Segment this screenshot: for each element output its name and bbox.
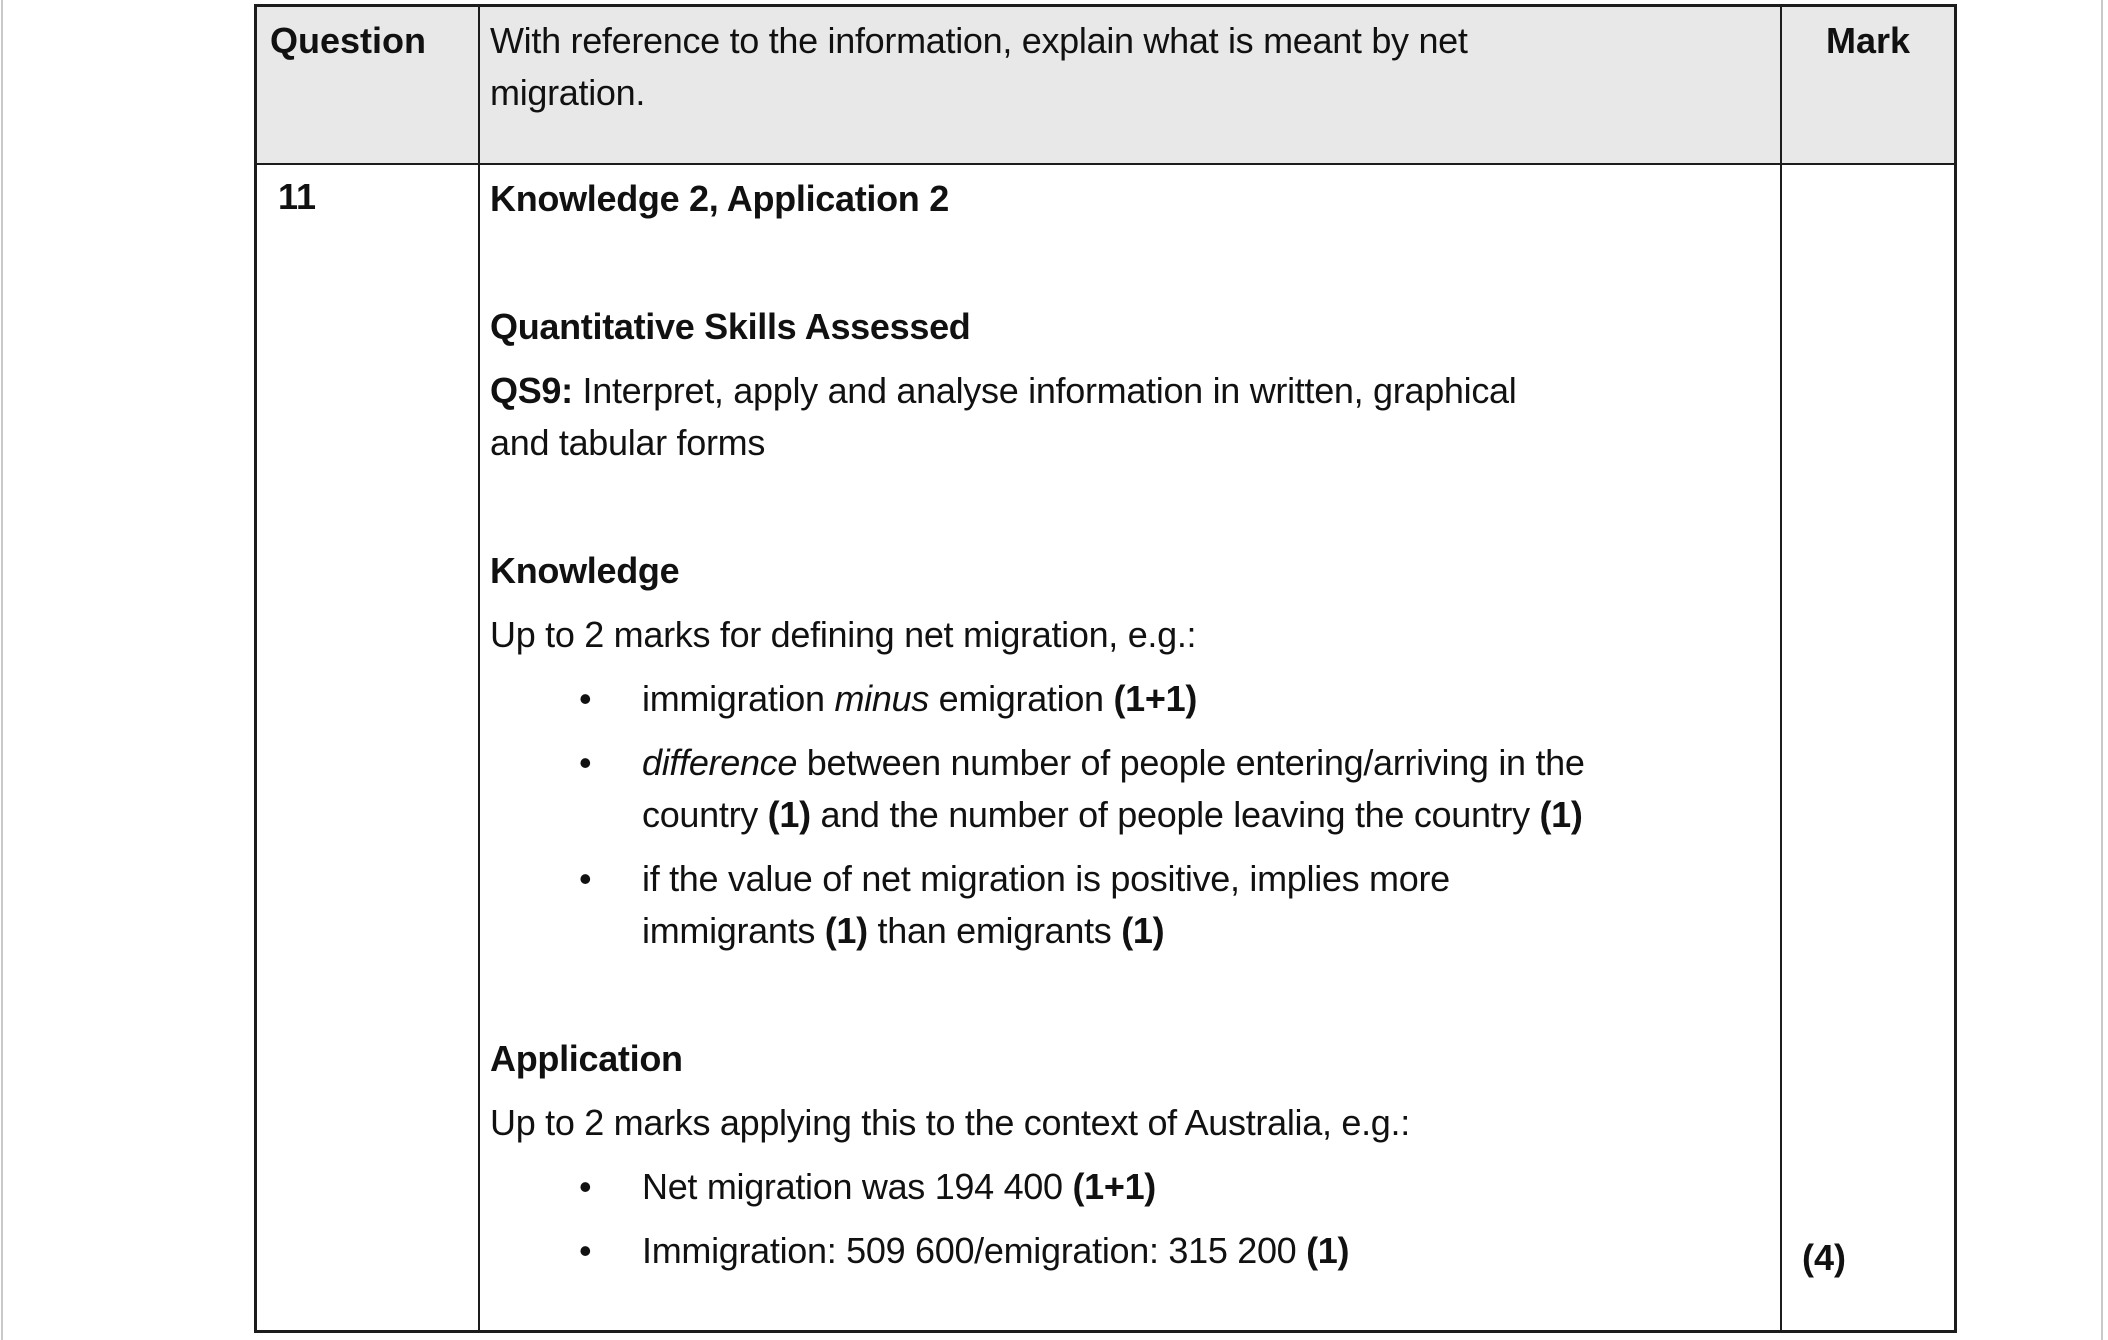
text-line: [490, 1225, 1740, 1277]
text-segment: Up to 2 marks applying this to the context of Australia, e.g.:: [490, 1102, 1410, 1143]
text-line: [490, 673, 1740, 725]
text-line: [490, 737, 1740, 789]
text-line: [490, 1033, 1740, 1085]
text-segment: Application: [490, 1038, 683, 1079]
bullet-icon: •: [579, 678, 592, 719]
question-header-cell: [257, 7, 480, 165]
mark-value-cell: [1782, 165, 1954, 1330]
text-segment: Quantitative Skills Assessed: [490, 306, 971, 347]
text-line: [490, 301, 1740, 353]
blank-line: [490, 969, 1740, 1021]
bullet-icon: •: [579, 858, 592, 899]
text-line: [490, 545, 1740, 597]
mark-header-label: Mark: [1825, 20, 1911, 61]
text-segment: between number of people entering/arriving in the: [797, 742, 1585, 783]
quantitative-skills-heading: [490, 301, 1740, 353]
prompt-header-cell: [480, 7, 1782, 165]
answer-content-cell: [480, 165, 1782, 1330]
text-segment: (1): [824, 910, 868, 951]
text-segment: Knowledge 2, Application 2: [490, 178, 949, 219]
text-segment: and tabular forms: [490, 422, 766, 463]
text-segment: (1): [1121, 910, 1165, 951]
text-segment: country: [642, 794, 768, 835]
bullet-icon: •: [579, 1230, 592, 1271]
qs9-paragraph: [490, 365, 1740, 469]
question-number-cell: [257, 165, 480, 1330]
text-line: [490, 173, 1740, 225]
text-segment: minus: [834, 678, 929, 719]
knowledge-bullet-1: [490, 673, 1740, 725]
blank-line: [490, 481, 1740, 533]
text-segment: (1): [1306, 1230, 1350, 1271]
text-segment: Knowledge: [490, 550, 680, 591]
knowledge-bullet-3: [490, 853, 1740, 957]
text-segment: migration.: [490, 72, 646, 113]
question-number: 11: [278, 176, 317, 217]
text-segment: immigrants: [642, 910, 825, 951]
application-bullet-2: [490, 1225, 1740, 1277]
text-line: [490, 417, 1740, 469]
text-segment: difference: [642, 742, 798, 783]
application-heading: [490, 1033, 1740, 1085]
text-segment: QS9:: [490, 370, 573, 411]
text-segment: (1): [767, 794, 811, 835]
knowledge-intro: [490, 609, 1740, 661]
knowledge-application-heading: [490, 173, 1740, 225]
text-line: [490, 1097, 1740, 1149]
application-bullet-1: [490, 1161, 1740, 1213]
knowledge-bullet-2: [490, 737, 1740, 841]
mark-header-cell: [1782, 7, 1954, 165]
question-header-label: Question: [270, 20, 427, 61]
text-segment: if the value of net migration is positive, implies more: [642, 858, 1450, 899]
bullet-icon: •: [579, 1166, 592, 1207]
bullet-icon: •: [579, 742, 592, 783]
text-line: [490, 905, 1740, 957]
text-segment: (1+1): [1072, 1166, 1156, 1207]
text-line: [490, 609, 1740, 661]
text-segment: emigration: [928, 678, 1114, 719]
text-line: [490, 15, 1740, 67]
text-segment: (1+1): [1113, 678, 1198, 719]
text-segment: Net migration was 194 400: [642, 1166, 1073, 1207]
text-line: [490, 365, 1740, 417]
text-segment: (1): [1539, 794, 1583, 835]
text-segment: than emigrants: [867, 910, 1122, 951]
blank-line: [490, 237, 1740, 289]
text-segment: Interpret, apply and analyse information in written, graphical: [572, 370, 1517, 411]
page-edge-left: [1, 0, 3, 1340]
text-segment: immigration: [642, 678, 835, 719]
text-line: [490, 1161, 1740, 1213]
text-line: [490, 853, 1740, 905]
text-segment: With reference to the information, explain what is meant by net: [490, 20, 1468, 61]
text-segment: Immigration: 509 600/emigration: 315 200: [642, 1230, 1307, 1271]
knowledge-heading: [490, 545, 1740, 597]
text-segment: and the number of people leaving the country: [810, 794, 1540, 835]
page-edge-right: [2101, 0, 2103, 1340]
text-segment: Up to 2 marks for defining net migration, e.g.:: [490, 614, 1197, 655]
mark-value: (4): [1802, 1237, 1846, 1278]
mark-scheme-table: [254, 4, 1957, 1333]
application-intro: [490, 1097, 1740, 1149]
text-line: [490, 789, 1740, 841]
text-line: [490, 67, 1740, 119]
